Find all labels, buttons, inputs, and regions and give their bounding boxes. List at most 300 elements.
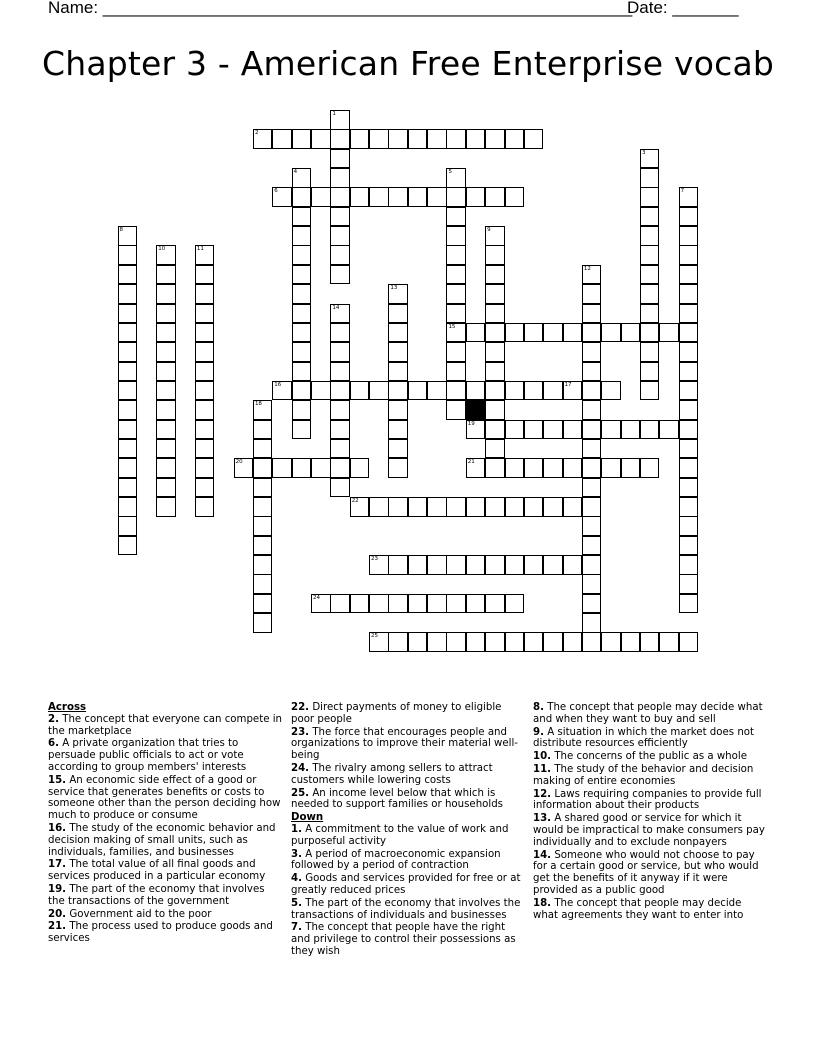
answer-square[interactable] <box>195 304 215 324</box>
answer-square[interactable] <box>505 420 525 440</box>
answer-square[interactable] <box>118 439 138 459</box>
answer-square[interactable] <box>446 400 466 420</box>
answer-square[interactable] <box>195 458 215 478</box>
answer-square[interactable] <box>505 632 525 652</box>
answer-square[interactable] <box>427 555 447 575</box>
answer-square[interactable] <box>292 362 312 382</box>
answer-square[interactable] <box>388 381 408 401</box>
answer-square[interactable] <box>485 555 505 575</box>
answer-square[interactable] <box>679 265 699 285</box>
answer-square[interactable] <box>466 458 486 478</box>
answer-square[interactable] <box>524 555 544 575</box>
answer-square[interactable] <box>350 497 370 517</box>
answer-square[interactable] <box>330 420 350 440</box>
answer-square[interactable] <box>679 207 699 227</box>
answer-square[interactable] <box>640 207 660 227</box>
answer-square[interactable] <box>330 439 350 459</box>
answer-square[interactable] <box>524 420 544 440</box>
answer-square[interactable] <box>446 226 466 246</box>
answer-square[interactable] <box>466 187 486 207</box>
answer-square[interactable] <box>195 497 215 517</box>
answer-square[interactable] <box>582 555 602 575</box>
answer-square[interactable] <box>485 381 505 401</box>
answer-square[interactable] <box>118 226 138 246</box>
answer-square[interactable] <box>330 478 350 498</box>
answer-square[interactable] <box>679 516 699 536</box>
answer-square[interactable] <box>485 284 505 304</box>
answer-square[interactable] <box>485 497 505 517</box>
answer-square[interactable] <box>446 594 466 614</box>
answer-square[interactable] <box>582 594 602 614</box>
answer-square[interactable] <box>446 342 466 362</box>
answer-square[interactable] <box>563 420 583 440</box>
answer-square[interactable] <box>582 613 602 633</box>
answer-square[interactable] <box>156 323 176 343</box>
answer-square[interactable] <box>330 304 350 324</box>
answer-square[interactable] <box>195 400 215 420</box>
answer-square[interactable] <box>118 265 138 285</box>
answer-square[interactable] <box>118 536 138 556</box>
answer-square[interactable] <box>543 323 563 343</box>
answer-square[interactable] <box>582 400 602 420</box>
answer-square[interactable] <box>679 574 699 594</box>
answer-square[interactable] <box>679 245 699 265</box>
answer-square[interactable] <box>582 536 602 556</box>
answer-square[interactable] <box>408 381 428 401</box>
answer-square[interactable] <box>543 420 563 440</box>
answer-square[interactable] <box>543 555 563 575</box>
answer-square[interactable] <box>408 497 428 517</box>
answer-square[interactable] <box>582 632 602 652</box>
answer-square[interactable] <box>330 110 350 130</box>
answer-square[interactable] <box>679 594 699 614</box>
answer-square[interactable] <box>466 420 486 440</box>
answer-square[interactable] <box>640 245 660 265</box>
answer-square[interactable] <box>350 129 370 149</box>
answer-square[interactable] <box>118 304 138 324</box>
answer-square[interactable] <box>118 362 138 382</box>
answer-square[interactable] <box>118 323 138 343</box>
answer-square[interactable] <box>582 439 602 459</box>
answer-square[interactable] <box>253 420 273 440</box>
answer-square[interactable] <box>524 129 544 149</box>
answer-square[interactable] <box>388 362 408 382</box>
answer-square[interactable] <box>640 265 660 285</box>
answer-square[interactable] <box>369 555 389 575</box>
answer-square[interactable] <box>563 555 583 575</box>
answer-square[interactable] <box>118 458 138 478</box>
answer-square[interactable] <box>330 129 350 149</box>
answer-square[interactable] <box>621 420 641 440</box>
answer-square[interactable] <box>330 149 350 169</box>
answer-square[interactable] <box>505 497 525 517</box>
answer-square[interactable] <box>659 420 679 440</box>
answer-square[interactable] <box>466 555 486 575</box>
answer-square[interactable] <box>369 497 389 517</box>
answer-square[interactable] <box>524 381 544 401</box>
answer-square[interactable] <box>601 381 621 401</box>
answer-square[interactable] <box>330 323 350 343</box>
answer-square[interactable] <box>563 497 583 517</box>
answer-square[interactable] <box>388 420 408 440</box>
answer-square[interactable] <box>330 265 350 285</box>
answer-square[interactable] <box>505 381 525 401</box>
answer-square[interactable] <box>330 594 350 614</box>
answer-square[interactable] <box>388 400 408 420</box>
answer-square[interactable] <box>659 632 679 652</box>
answer-square[interactable] <box>485 323 505 343</box>
answer-square[interactable] <box>195 439 215 459</box>
answer-square[interactable] <box>679 632 699 652</box>
answer-square[interactable] <box>485 458 505 478</box>
answer-square[interactable] <box>679 342 699 362</box>
answer-square[interactable] <box>446 632 466 652</box>
answer-square[interactable] <box>195 362 215 382</box>
answer-square[interactable] <box>118 284 138 304</box>
answer-square[interactable] <box>485 304 505 324</box>
answer-square[interactable] <box>118 245 138 265</box>
answer-square[interactable] <box>350 187 370 207</box>
answer-square[interactable] <box>446 555 466 575</box>
answer-square[interactable] <box>543 458 563 478</box>
answer-square[interactable] <box>446 284 466 304</box>
across-clue <box>48 921 283 945</box>
answer-square[interactable] <box>118 420 138 440</box>
answer-square[interactable] <box>330 187 350 207</box>
answer-square[interactable] <box>292 381 312 401</box>
answer-square[interactable] <box>485 594 505 614</box>
answer-square[interactable] <box>466 497 486 517</box>
answer-square[interactable] <box>563 458 583 478</box>
answer-square[interactable] <box>427 187 447 207</box>
answer-square[interactable] <box>679 555 699 575</box>
answer-square[interactable] <box>292 226 312 246</box>
answer-square[interactable] <box>582 574 602 594</box>
answer-square[interactable] <box>330 168 350 188</box>
answer-square[interactable] <box>292 187 312 207</box>
answer-square[interactable] <box>253 613 273 633</box>
answer-square[interactable] <box>408 187 428 207</box>
answer-square[interactable] <box>505 323 525 343</box>
answer-square[interactable] <box>253 458 273 478</box>
answer-square[interactable] <box>156 420 176 440</box>
answer-square[interactable] <box>330 342 350 362</box>
answer-square[interactable] <box>156 245 176 265</box>
answer-square[interactable] <box>446 381 466 401</box>
answer-square[interactable] <box>311 594 331 614</box>
answer-square[interactable] <box>446 362 466 382</box>
answer-square[interactable] <box>582 362 602 382</box>
answer-square[interactable] <box>659 323 679 343</box>
answer-square[interactable] <box>388 458 408 478</box>
name-line[interactable]: Name: ________________________________________________________ <box>48 0 633 17</box>
answer-square[interactable] <box>485 187 505 207</box>
answer-square[interactable] <box>427 129 447 149</box>
answer-square[interactable] <box>234 458 254 478</box>
answer-square[interactable] <box>679 304 699 324</box>
answer-square[interactable] <box>485 439 505 459</box>
answer-square[interactable] <box>466 323 486 343</box>
answer-square[interactable] <box>640 342 660 362</box>
answer-square[interactable] <box>582 381 602 401</box>
answer-square[interactable] <box>272 129 292 149</box>
answer-square[interactable] <box>118 516 138 536</box>
answer-square[interactable] <box>330 245 350 265</box>
answer-square[interactable] <box>679 323 699 343</box>
answer-square[interactable] <box>640 149 660 169</box>
answer-square[interactable] <box>446 304 466 324</box>
answer-square[interactable] <box>156 458 176 478</box>
answer-square[interactable] <box>679 187 699 207</box>
answer-square[interactable] <box>311 458 331 478</box>
answer-square[interactable] <box>292 458 312 478</box>
answer-square[interactable] <box>679 536 699 556</box>
answer-square[interactable] <box>388 342 408 362</box>
answer-square[interactable] <box>388 304 408 324</box>
answer-square[interactable] <box>582 478 602 498</box>
answer-square[interactable] <box>118 400 138 420</box>
answer-square[interactable] <box>388 555 408 575</box>
answer-square[interactable] <box>505 594 525 614</box>
answer-square[interactable] <box>156 400 176 420</box>
answer-square[interactable] <box>679 439 699 459</box>
answer-square[interactable] <box>330 226 350 246</box>
answer-square[interactable] <box>292 265 312 285</box>
answer-square[interactable] <box>679 284 699 304</box>
answer-square[interactable] <box>485 420 505 440</box>
answer-square[interactable] <box>679 420 699 440</box>
answer-square[interactable] <box>640 323 660 343</box>
answer-square[interactable] <box>524 497 544 517</box>
answer-square[interactable] <box>350 381 370 401</box>
answer-square[interactable] <box>505 129 525 149</box>
answer-square[interactable] <box>118 342 138 362</box>
answer-square[interactable] <box>408 632 428 652</box>
answer-square[interactable] <box>253 574 273 594</box>
answer-square[interactable] <box>156 304 176 324</box>
answer-square[interactable] <box>292 420 312 440</box>
answer-square[interactable] <box>330 458 350 478</box>
answer-square[interactable] <box>195 381 215 401</box>
answer-square[interactable] <box>408 594 428 614</box>
answer-square[interactable] <box>640 458 660 478</box>
answer-square[interactable] <box>466 129 486 149</box>
answer-square[interactable] <box>156 497 176 517</box>
answer-square[interactable] <box>679 362 699 382</box>
answer-square[interactable] <box>485 632 505 652</box>
answer-square[interactable] <box>446 245 466 265</box>
answer-square[interactable] <box>505 187 525 207</box>
answer-square[interactable] <box>466 632 486 652</box>
answer-square[interactable] <box>582 304 602 324</box>
answer-square[interactable] <box>446 168 466 188</box>
answer-square[interactable] <box>640 304 660 324</box>
answer-square[interactable] <box>640 632 660 652</box>
answer-square[interactable] <box>485 400 505 420</box>
answer-square[interactable] <box>253 129 273 149</box>
answer-square[interactable] <box>543 381 563 401</box>
answer-square[interactable] <box>679 497 699 517</box>
answer-square[interactable] <box>543 632 563 652</box>
answer-square[interactable] <box>292 342 312 362</box>
answer-square[interactable] <box>156 381 176 401</box>
answer-square[interactable] <box>446 497 466 517</box>
answer-square[interactable] <box>505 555 525 575</box>
answer-square[interactable] <box>427 381 447 401</box>
answer-square[interactable] <box>582 497 602 517</box>
answer-square[interactable] <box>330 207 350 227</box>
answer-square[interactable] <box>292 284 312 304</box>
answer-square[interactable] <box>543 497 563 517</box>
answer-square[interactable] <box>485 129 505 149</box>
answer-square[interactable] <box>118 478 138 498</box>
answer-square[interactable] <box>621 323 641 343</box>
answer-square[interactable] <box>253 439 273 459</box>
answer-square[interactable] <box>195 420 215 440</box>
answer-square[interactable] <box>582 342 602 362</box>
answer-square[interactable] <box>679 381 699 401</box>
answer-square[interactable] <box>640 284 660 304</box>
answer-square[interactable] <box>369 187 389 207</box>
answer-square[interactable] <box>427 594 447 614</box>
answer-square[interactable] <box>156 362 176 382</box>
answer-square[interactable] <box>582 458 602 478</box>
answer-square[interactable] <box>388 497 408 517</box>
answer-square[interactable] <box>485 265 505 285</box>
answer-square[interactable] <box>466 594 486 614</box>
answer-square[interactable] <box>485 245 505 265</box>
answer-square[interactable] <box>408 555 428 575</box>
answer-square[interactable] <box>156 478 176 498</box>
answer-square[interactable] <box>272 458 292 478</box>
answer-square[interactable] <box>195 265 215 285</box>
answer-square[interactable] <box>272 187 292 207</box>
answer-square[interactable] <box>563 323 583 343</box>
answer-square[interactable] <box>156 342 176 362</box>
answer-square[interactable] <box>427 632 447 652</box>
answer-square[interactable] <box>621 458 641 478</box>
answer-square[interactable] <box>408 129 428 149</box>
answer-square[interactable] <box>156 284 176 304</box>
answer-square[interactable] <box>582 323 602 343</box>
answer-square[interactable] <box>253 536 273 556</box>
answer-square[interactable] <box>485 226 505 246</box>
answer-square[interactable] <box>272 381 292 401</box>
answer-square[interactable] <box>253 555 273 575</box>
answer-square[interactable] <box>601 458 621 478</box>
answer-square[interactable] <box>195 284 215 304</box>
answer-square[interactable] <box>446 323 466 343</box>
answer-square[interactable] <box>292 323 312 343</box>
answer-square[interactable] <box>388 594 408 614</box>
answer-square[interactable] <box>388 284 408 304</box>
answer-square[interactable] <box>330 381 350 401</box>
answer-square[interactable] <box>427 497 447 517</box>
answer-square[interactable] <box>292 400 312 420</box>
answer-square[interactable] <box>311 129 331 149</box>
answer-square[interactable] <box>466 381 486 401</box>
answer-square[interactable] <box>485 342 505 362</box>
answer-square[interactable] <box>679 400 699 420</box>
answer-square[interactable] <box>311 187 331 207</box>
answer-square[interactable] <box>601 632 621 652</box>
answer-square[interactable] <box>446 187 466 207</box>
answer-square[interactable] <box>195 323 215 343</box>
answer-square[interactable] <box>582 420 602 440</box>
answer-square[interactable] <box>292 168 312 188</box>
answer-square[interactable] <box>679 226 699 246</box>
answer-square[interactable] <box>388 323 408 343</box>
answer-square[interactable] <box>369 381 389 401</box>
answer-square[interactable] <box>118 497 138 517</box>
answer-square[interactable] <box>369 594 389 614</box>
answer-square[interactable] <box>524 323 544 343</box>
answer-square[interactable] <box>388 632 408 652</box>
answer-square[interactable] <box>388 439 408 459</box>
answer-square[interactable] <box>253 497 273 517</box>
answer-square[interactable] <box>524 458 544 478</box>
answer-square[interactable] <box>563 381 583 401</box>
answer-square[interactable] <box>388 129 408 149</box>
answer-square[interactable] <box>446 129 466 149</box>
answer-square[interactable] <box>446 207 466 227</box>
answer-square[interactable] <box>640 187 660 207</box>
answer-square[interactable] <box>582 284 602 304</box>
answer-square[interactable] <box>311 381 331 401</box>
answer-square[interactable] <box>156 265 176 285</box>
answer-square[interactable] <box>253 478 273 498</box>
answer-square[interactable] <box>388 187 408 207</box>
answer-square[interactable] <box>601 323 621 343</box>
answer-square[interactable] <box>640 362 660 382</box>
answer-square[interactable] <box>582 516 602 536</box>
answer-square[interactable] <box>195 245 215 265</box>
date-line[interactable]: Date: _______ <box>627 0 739 17</box>
answer-square[interactable] <box>621 632 641 652</box>
answer-square[interactable] <box>292 304 312 324</box>
answer-square[interactable] <box>330 400 350 420</box>
answer-square[interactable] <box>292 207 312 227</box>
answer-square[interactable] <box>195 478 215 498</box>
answer-square[interactable] <box>679 478 699 498</box>
answer-square[interactable] <box>582 265 602 285</box>
answer-square[interactable] <box>292 245 312 265</box>
answer-square[interactable] <box>601 420 621 440</box>
answer-square[interactable] <box>640 381 660 401</box>
answer-square[interactable] <box>330 362 350 382</box>
answer-square[interactable] <box>446 265 466 285</box>
answer-square[interactable] <box>640 168 660 188</box>
answer-square[interactable] <box>679 458 699 478</box>
answer-square[interactable] <box>524 632 544 652</box>
answer-square[interactable] <box>253 400 273 420</box>
answer-square[interactable] <box>369 129 389 149</box>
answer-square[interactable] <box>485 362 505 382</box>
answer-square[interactable] <box>505 458 525 478</box>
answer-square[interactable] <box>195 342 215 362</box>
answer-square[interactable] <box>640 226 660 246</box>
answer-square[interactable] <box>369 632 389 652</box>
answer-square[interactable] <box>563 632 583 652</box>
answer-square[interactable] <box>156 439 176 459</box>
answer-square[interactable] <box>253 516 273 536</box>
answer-square[interactable] <box>292 129 312 149</box>
answer-square[interactable] <box>350 594 370 614</box>
answer-square[interactable] <box>640 420 660 440</box>
answer-square[interactable] <box>253 594 273 614</box>
answer-square[interactable] <box>350 458 370 478</box>
answer-square[interactable] <box>118 381 138 401</box>
